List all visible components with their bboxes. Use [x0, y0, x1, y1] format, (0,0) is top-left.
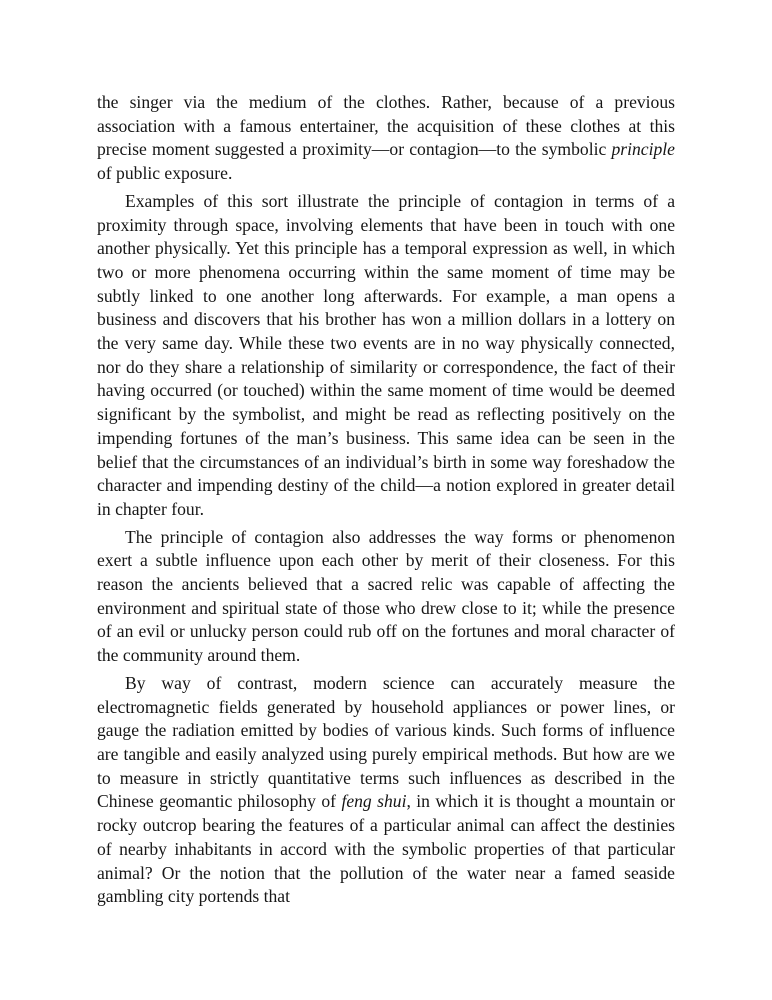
paragraph-1 — [97, 91, 675, 186]
page-body — [97, 91, 675, 909]
paragraph-2-text: Examples of this sort illustrate the principle of contagion in terms of a proximity through space, involving elements that have been in touch with one another physically. Yet this principle has a temporal expression as well, in which two or more phenomena occurring within the same moment of time may be subtly linked to one another long afterwards. For example, a man opens a business and discovers that his brother has won a million dollars in a lottery on the very same day. While these two events are in no way physically connected, nor do they share a relationship of similarity or correspondence, the fact of their having occurred (or touched) within the same moment of time would be deemed significant by the symbolist, and might be read as reflecting positively on the impending fortunes of the man’s business. This same idea can be seen in the belief that the circumstances of an individual’s birth in some way foreshadow the character and impending destiny of the child—a notion explored in greater detail in chapter four. — [97, 190, 675, 519]
paragraph-1-italic-principle: principle — [611, 139, 675, 160]
paragraph-3-text: The principle of contagion also addresses the way forms or phenomenon exert a subtle influence upon each other by merit of their closeness. For this reason the ancients believed that a sacred relic was capable of affecting the environment and spiritual state of those who drew close to it; while the presence of an evil or unlucky person could rub off on the fortunes and moral character of the community around them. — [97, 526, 675, 666]
paragraph-1-text-2: of public exposure. — [97, 163, 233, 184]
paragraph-2 — [97, 190, 675, 522]
paragraph-4-text-1: By way of contrast, modern science can accurately measure the electromagnetic fields generated by household appliances or power lines, or gauge the radiation emitted by bodies of various kinds. Such forms of influence are tangible and easily analyzed using purely empirical methods. But how are we to measure in strictly quantitative terms such influences as described in the Chinese geomantic philosophy of — [97, 672, 675, 812]
paragraph-4-text-2: , in which it is thought a mountain or rocky outcrop bearing the features of a particular animal can affect the destinies of nearby inhabitants in accord with the symbolic properties of that particular animal? Or the notion that the pollution of the water near a famed seaside gambling city portends that — [97, 791, 675, 907]
paragraph-4 — [97, 672, 675, 909]
paragraph-4-italic-feng-shui: feng shui — [341, 791, 407, 812]
paragraph-3 — [97, 526, 675, 668]
paragraph-1-text-1: the singer via the medium of the clothes. Rather, because of a previous association with a famous entertainer, the acquisition of these clothes at this precise moment suggested a proximity—or contagion—to the symbolic — [97, 92, 675, 160]
